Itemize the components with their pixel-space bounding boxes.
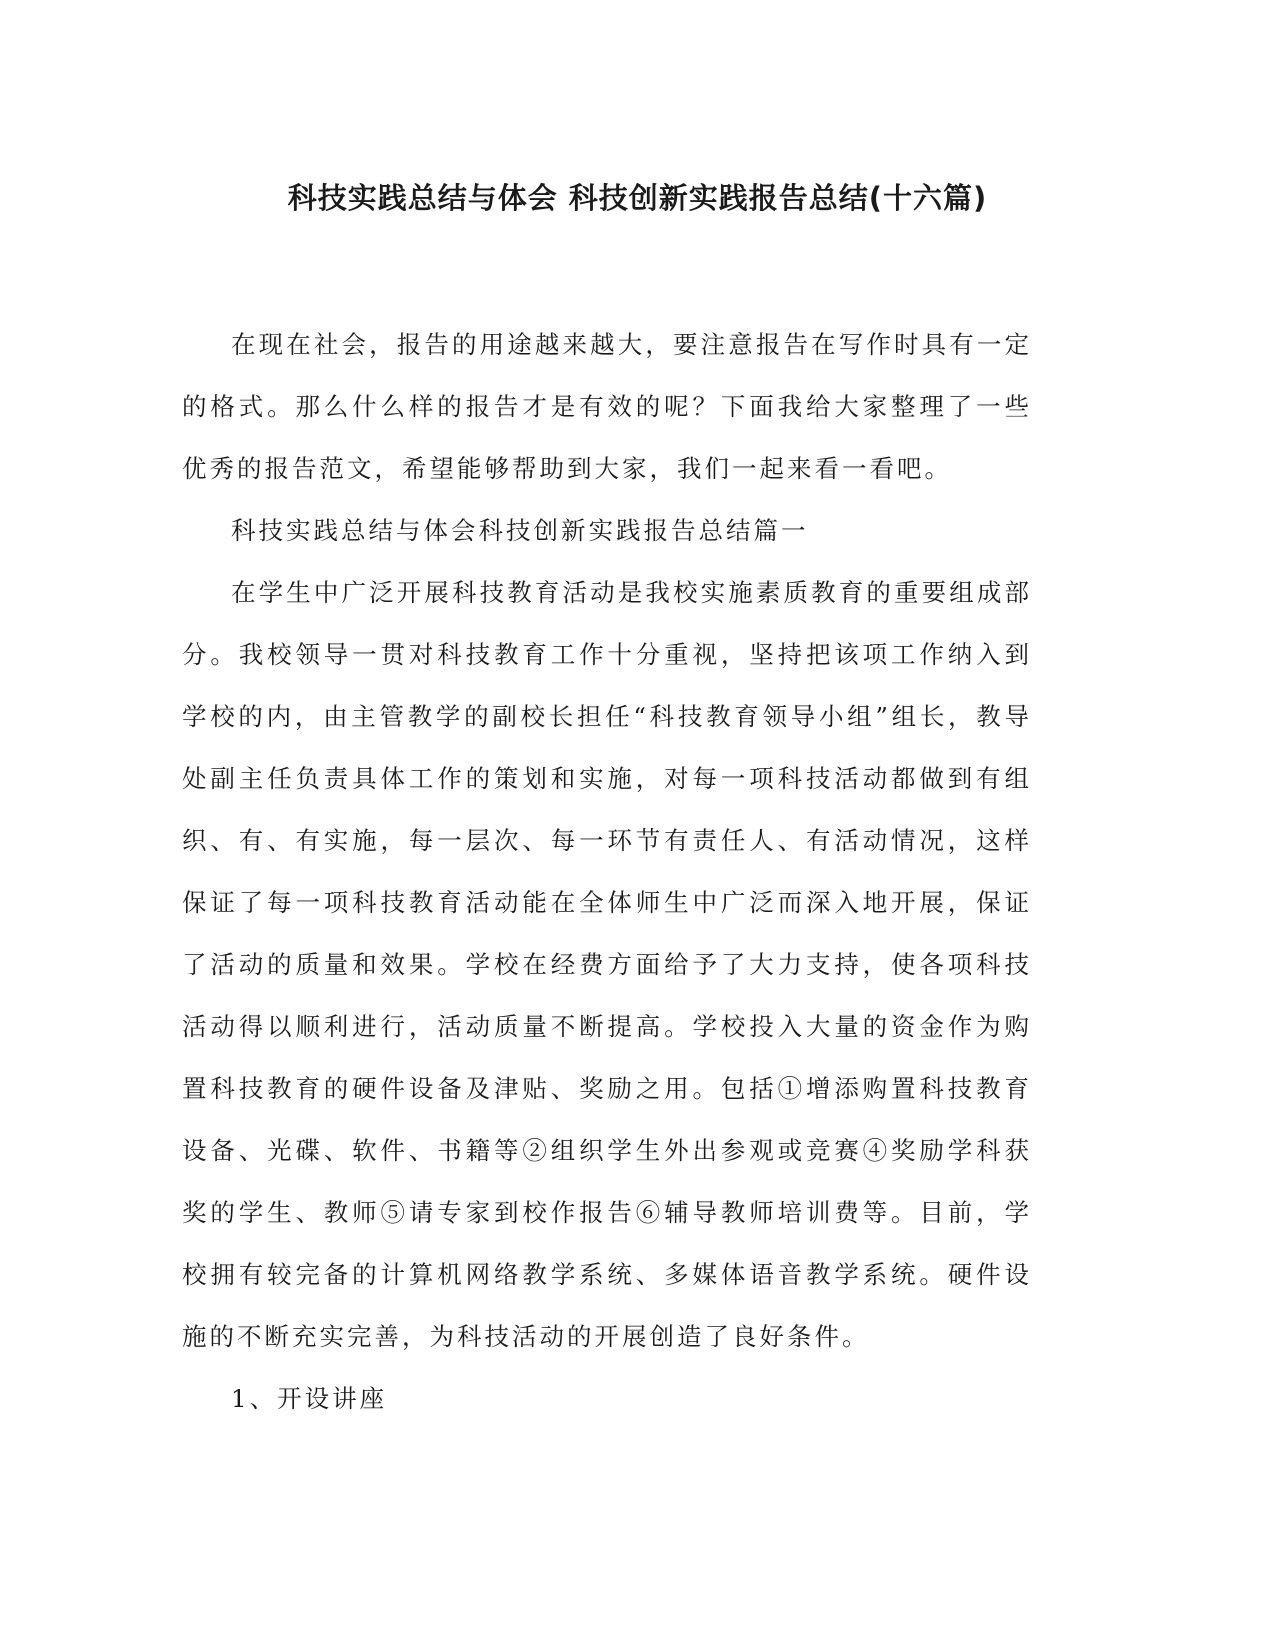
document-title: 科技实践总结与体会 科技创新实践报告总结(十六篇) bbox=[287, 181, 988, 215]
section-heading: 科技实践总结与体会科技创新实践报告总结篇一 bbox=[231, 516, 809, 545]
body-paragraph: 在学生中广泛开展科技教育活动是我校实施素质教育的重要组成部分。我校领导一贯对科技教育工作十分重视，坚持把该项工作纳入到学校的内，由主管教学的副校长担任“科技教育领导小组”组长，教导处副主任负责具体工作的策划和实施，对每一项科技活动都做到有组织、有、有实施，每一层次、每一环节有责任人、有活动情况，这样保证了每一项科技教育活动能在全体师生中广泛而深入地开展，保证了活动的质量和效果。学校在经费方面给予了大力支持，使各项科技活动得以顺利进行，活动质量不断提高。学校投入大量的资金作为购置科技教育的硬件设备及津贴、奖励之用。包括①增添购置科技教育设备、光碟、软件、书籍等②组织学生外出参观或竞赛④奖励学科获奖的学生、教师⑤请专家到校作报告⑥辅导教师培训费等。目前，学校拥有较完备的计算机网络教学系统、多媒体语音教学系统。硬件设施的不断充实完善，为科技活动的开展创造了良好条件。 bbox=[182, 578, 1032, 1351]
subsection-heading: 1、开设讲座 bbox=[231, 1384, 388, 1413]
intro-paragraph: 在现在社会，报告的用途越来越大，要注意报告在写作时具有一定的格式。那么什么样的报告才是有效的呢？下面我给大家整理了一些优秀的报告范文，希望能够帮助到大家，我们一起来看一看吧。 bbox=[182, 330, 1032, 483]
document-body bbox=[182, 314, 1032, 1430]
